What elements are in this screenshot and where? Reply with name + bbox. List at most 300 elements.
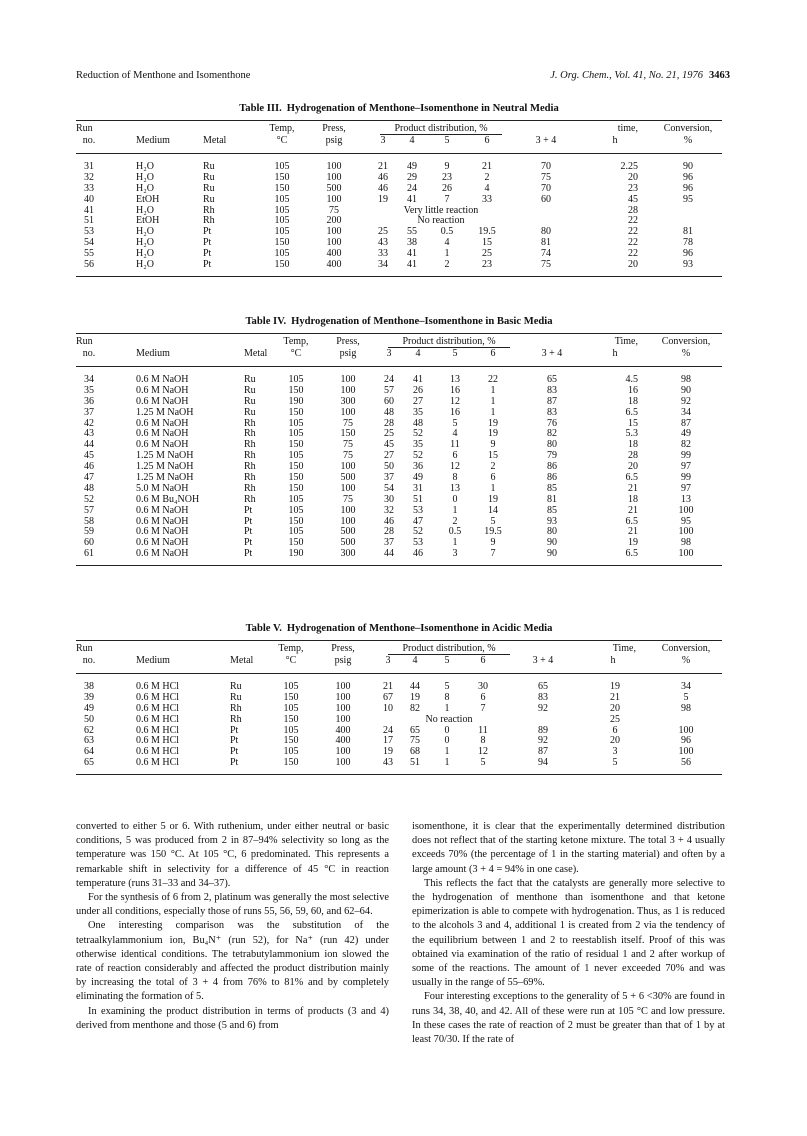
- cell-temp: 105: [283, 702, 299, 714]
- header-sum: 3 + 4: [532, 655, 554, 666]
- cell-sum: 70: [541, 161, 551, 172]
- table-title-text: Hydrogenation of Menthone–Isomenthone in Basic Media: [291, 316, 553, 327]
- cell-temp: 150: [288, 482, 304, 494]
- cell-p3: 67: [383, 691, 393, 703]
- cell-p5: 1: [452, 504, 458, 516]
- header-temp-unit: °C: [290, 348, 302, 359]
- cell-p5: 0: [444, 735, 450, 747]
- cell-sum: 81: [541, 237, 551, 249]
- cell-p4: 55: [407, 226, 417, 238]
- cell-p4: 19: [410, 691, 420, 703]
- cell-p3: 33: [378, 248, 388, 260]
- table-bottom-rule: [76, 774, 722, 775]
- cell-p6: 9: [490, 537, 496, 549]
- header-conversion-unit: %: [681, 655, 691, 666]
- cell-press: 100: [335, 713, 351, 725]
- cell-p6: 1: [490, 384, 496, 396]
- cell-metal: Ru: [244, 406, 256, 418]
- cell-p5: 7: [444, 193, 450, 205]
- cell-p5: 5: [452, 417, 458, 429]
- cell-medium: 0.6 M NaOH: [136, 439, 189, 451]
- cell-p5: 2: [444, 259, 450, 271]
- cell-temp: 105: [283, 746, 299, 758]
- cell-medium: 0.6 M NaOH: [136, 504, 189, 516]
- header-press-unit: psig: [325, 135, 343, 146]
- cell-p3: 25: [378, 226, 388, 238]
- cell-p5: 8: [452, 472, 458, 484]
- cell-temp: 105: [274, 215, 290, 227]
- cell-press: 100: [326, 161, 342, 172]
- cell-p4: 47: [413, 515, 423, 527]
- cell-conv: 98: [681, 374, 691, 385]
- cell-metal: Rh: [244, 493, 256, 505]
- cell-medium: 0.6 M NaOH: [136, 537, 189, 549]
- cell-metal: Ru: [230, 681, 242, 692]
- header-conversion-unit: %: [681, 348, 691, 359]
- cell-medium: H₂O: [136, 259, 154, 271]
- table-title-text: Hydrogenation of Menthone–Isomenthone in Neutral Media: [286, 103, 559, 114]
- cell-p6: 1: [490, 395, 496, 407]
- cell-conv: 100: [678, 504, 694, 516]
- cell-p6: 22: [488, 374, 498, 385]
- cell-run: 34: [84, 374, 94, 385]
- cell-time: 45: [628, 193, 638, 205]
- table-row: [76, 195, 722, 206]
- cell-metal: Rh: [244, 417, 256, 429]
- cell-p3: 19: [383, 746, 393, 758]
- cell-p4: 44: [410, 681, 420, 692]
- cell-temp: 150: [274, 237, 290, 249]
- table-header: [76, 334, 722, 364]
- header-time-unit: h: [612, 135, 618, 146]
- cell-p4: 75: [410, 735, 420, 747]
- cell-p3: 32: [384, 504, 394, 516]
- cell-sum: 89: [538, 724, 548, 736]
- table-header-rule: [76, 366, 722, 367]
- cell-time: 22: [628, 237, 638, 249]
- cell-metal: Ru: [203, 182, 215, 194]
- header-temp-unit: °C: [285, 655, 297, 666]
- cell-metal: Pt: [203, 226, 212, 238]
- cell-metal: Pt: [230, 724, 239, 736]
- cell-p3: 25: [384, 428, 394, 440]
- cell-p4: 49: [407, 161, 417, 172]
- header-press-unit: psig: [339, 348, 357, 359]
- cell-conv: 98: [681, 702, 691, 714]
- cell-time: 16: [628, 384, 638, 396]
- cell-press: 100: [335, 702, 351, 714]
- table-label: Table IV.: [245, 316, 287, 327]
- table-row: [76, 227, 722, 238]
- cell-time: 28: [628, 204, 638, 216]
- cell-time: 4.5: [625, 374, 638, 385]
- cell-p3: 21: [378, 161, 388, 172]
- cell-sum: 76: [547, 417, 557, 429]
- cell-metal: Ru: [244, 374, 256, 385]
- cell-sum: 75: [541, 259, 551, 271]
- cell-sum: 79: [547, 450, 557, 462]
- cell-metal: Rh: [244, 461, 256, 473]
- header-p4: 4: [415, 348, 421, 359]
- table-title: [76, 102, 722, 116]
- cell-time: 20: [610, 702, 620, 714]
- cell-p5: 13: [450, 374, 460, 385]
- cell-temp: 105: [274, 204, 290, 216]
- cell-run: 52: [84, 493, 94, 505]
- cell-run: 33: [84, 182, 94, 194]
- cell-temp: 150: [283, 691, 299, 703]
- cell-sum: 70: [541, 182, 551, 194]
- cell-p5: 6: [452, 450, 458, 462]
- cell-sum: 83: [547, 406, 557, 418]
- cell-medium: H₂O: [136, 226, 154, 238]
- cell-metal: Rh: [244, 428, 256, 440]
- cell-p4: 52: [413, 428, 423, 440]
- cell-sum: 86: [547, 461, 557, 473]
- header-press: Press,: [322, 123, 346, 134]
- cell-temp: 150: [288, 439, 304, 451]
- cell-temp: 105: [274, 161, 290, 172]
- header-p6: 6: [480, 655, 486, 666]
- cell-metal: Rh: [244, 439, 256, 451]
- header-temp: Temp,: [283, 336, 309, 347]
- table-bottom-rule: [76, 565, 722, 566]
- header-no: no.: [82, 348, 96, 359]
- cell-press: 100: [326, 171, 342, 183]
- cell-time: 19: [628, 537, 638, 549]
- cell-run: 46: [84, 461, 94, 473]
- cell-conv: 34: [681, 681, 691, 692]
- header-temp-unit: °C: [276, 135, 288, 146]
- cell-press: 200: [326, 215, 342, 227]
- cell-p5: 1: [444, 248, 450, 260]
- cell-p4: 35: [413, 439, 423, 451]
- cell-sum: 80: [547, 526, 557, 538]
- cell-p6: 6: [480, 691, 486, 703]
- cell-sum: 85: [547, 482, 557, 494]
- cell-p5: 26: [442, 182, 452, 194]
- cell-p4: 46: [413, 548, 423, 560]
- header-run: Run: [76, 336, 93, 347]
- cell-run: 62: [84, 724, 94, 736]
- header-metal: Metal: [244, 348, 268, 359]
- cell-time: 20: [628, 171, 638, 183]
- table-title-text: Hydrogenation of Menthone–Isomenthone in Acidic Media: [286, 623, 553, 634]
- cell-temp: 150: [288, 515, 304, 527]
- cell-metal: Ru: [244, 384, 256, 396]
- cell-time: 22: [628, 226, 638, 238]
- cell-p4: 26: [413, 384, 423, 396]
- cell-p6: 23: [482, 259, 492, 271]
- cell-p6: 33: [482, 193, 492, 205]
- table-header-rule: [76, 673, 722, 674]
- header-press: Press,: [331, 643, 355, 654]
- cell-time: 20: [628, 461, 638, 473]
- header-product-distribution: Product distribution, %: [402, 336, 496, 347]
- cell-p5: 23: [442, 171, 452, 183]
- cell-p6: 6: [490, 472, 496, 484]
- cell-p5: 1: [444, 702, 450, 714]
- cell-conv: 99: [681, 450, 691, 462]
- cell-conv: 90: [683, 161, 693, 172]
- header-temp: Temp,: [278, 643, 304, 654]
- cell-press: 75: [343, 450, 353, 462]
- cell-run: 37: [84, 406, 94, 418]
- cell-p5: 1: [444, 746, 450, 758]
- cell-conv: 81: [683, 226, 693, 238]
- cell-run: 53: [84, 226, 94, 238]
- cell-p6: 9: [490, 439, 496, 451]
- cell-medium: 0.6 M Bu₄NOH: [136, 493, 200, 505]
- cell-p4: 41: [407, 193, 417, 205]
- cell-conv: 93: [683, 259, 693, 271]
- cell-time: 21: [628, 504, 638, 516]
- cell-time: 6.5: [625, 548, 638, 560]
- cell-p4: 35: [413, 406, 423, 418]
- cell-sum: 90: [547, 537, 557, 549]
- cell-p4: 68: [410, 746, 420, 758]
- cell-p5: 3: [452, 548, 458, 560]
- cell-press: 100: [326, 193, 342, 205]
- cell-p3: 48: [384, 406, 394, 418]
- header-conversion: Conversion,: [661, 336, 711, 347]
- cell-run: 45: [84, 450, 94, 462]
- cell-sum: 80: [547, 439, 557, 451]
- cell-p4: 65: [410, 724, 420, 736]
- cell-temp: 105: [274, 193, 290, 205]
- header-press: Press,: [336, 336, 360, 347]
- cell-time: 3: [612, 746, 618, 758]
- cell-p3: 50: [384, 461, 394, 473]
- cell-medium: 0.6 M NaOH: [136, 548, 189, 560]
- cell-metal: Pt: [244, 504, 253, 516]
- table-row: [76, 506, 722, 517]
- cell-temp: 105: [274, 248, 290, 260]
- cell-medium: 1.25 M NaOH: [136, 472, 194, 484]
- header-medium: Medium: [136, 348, 170, 359]
- table-body: [76, 682, 722, 769]
- cell-time: 6.5: [625, 472, 638, 484]
- table-row: [76, 549, 722, 560]
- cell-conv: 96: [683, 182, 693, 194]
- header-conversion: Conversion,: [661, 643, 711, 654]
- cell-run: 43: [84, 428, 94, 440]
- cell-time: 25: [610, 713, 620, 725]
- table-row: [76, 260, 722, 271]
- cell-conv: 97: [681, 461, 691, 473]
- table-header: [76, 121, 722, 151]
- cell-p3: 37: [384, 537, 394, 549]
- cell-conv: 34: [681, 406, 691, 418]
- cell-p6: 21: [482, 161, 492, 172]
- cell-conv: 95: [683, 193, 693, 205]
- cell-sum: 75: [541, 171, 551, 183]
- cell-press: 100: [335, 681, 351, 692]
- cell-temp: 190: [288, 395, 304, 407]
- cell-time: 21: [628, 482, 638, 494]
- cell-p4: 41: [407, 259, 417, 271]
- cell-metal: Rh: [230, 713, 242, 725]
- cell-temp: 105: [288, 504, 304, 516]
- cell-time: 20: [610, 735, 620, 747]
- cell-p5: 13: [450, 482, 460, 494]
- cell-p4: 27: [413, 395, 423, 407]
- page-number: 3463: [709, 70, 730, 81]
- cell-p6: 7: [490, 548, 496, 560]
- cell-p6: 8: [480, 735, 486, 747]
- table-row: [76, 238, 722, 249]
- cell-p4: 49: [413, 472, 423, 484]
- cell-conv: 5: [683, 691, 689, 703]
- cell-p4: 53: [413, 537, 423, 549]
- cell-p5: 4: [452, 428, 458, 440]
- table-label: Table V.: [245, 623, 282, 634]
- cell-medium: 0.6 M HCl: [136, 735, 180, 747]
- table-label: Table III.: [239, 103, 282, 114]
- cell-conv: 49: [681, 428, 691, 440]
- cell-temp: 105: [288, 417, 304, 429]
- cell-time: 21: [610, 691, 620, 703]
- cell-p3: 27: [384, 450, 394, 462]
- cell-metal: Rh: [230, 702, 242, 714]
- cell-run: 32: [84, 171, 94, 183]
- cell-medium: 0.6 M NaOH: [136, 417, 189, 429]
- header-sum: 3 + 4: [541, 348, 563, 359]
- table-5: [76, 622, 722, 775]
- cell-temp: 150: [283, 735, 299, 747]
- cell-p6: 25: [482, 248, 492, 260]
- cell-p5: 2: [452, 515, 458, 527]
- cell-press: 100: [326, 237, 342, 249]
- cell-p4: 52: [413, 450, 423, 462]
- table-row: [76, 758, 722, 769]
- table-row: [76, 206, 722, 217]
- cell-p6: 19: [488, 493, 498, 505]
- header-time: time,: [617, 123, 638, 134]
- cell-temp: 105: [274, 226, 290, 238]
- cell-time: 5.3: [625, 428, 638, 440]
- cell-medium: 0.6 M HCl: [136, 691, 180, 703]
- cell-medium: H₂O: [136, 161, 154, 172]
- cell-sum: 92: [538, 735, 548, 747]
- cell-medium: EtOH: [136, 215, 160, 227]
- table-row: [76, 408, 722, 419]
- cell-p3: 45: [384, 439, 394, 451]
- cell-run: 35: [84, 384, 94, 396]
- table-header-rule: [76, 153, 722, 154]
- header-conversion-unit: %: [683, 135, 693, 146]
- header-product-distribution: Product distribution, %: [394, 123, 488, 134]
- cell-press: 100: [340, 515, 356, 527]
- cell-p4: 29: [407, 171, 417, 183]
- cell-p6: 4: [484, 182, 490, 194]
- cell-time: 2.25: [620, 161, 638, 172]
- cell-sum: 80: [541, 226, 551, 238]
- cell-note: Very little reaction: [403, 204, 479, 216]
- cell-run: 40: [84, 193, 94, 205]
- cell-press: 500: [340, 526, 356, 538]
- cell-press: 500: [340, 472, 356, 484]
- cell-sum: 82: [547, 428, 557, 440]
- cell-medium: H₂O: [136, 182, 154, 194]
- cell-medium: H₂O: [136, 237, 154, 249]
- cell-metal: Pt: [230, 735, 239, 747]
- cell-temp: 105: [288, 374, 304, 385]
- cell-metal: Pt: [230, 746, 239, 758]
- cell-press: 500: [326, 182, 342, 194]
- header-p4: 4: [412, 655, 418, 666]
- header-time-unit: h: [612, 348, 618, 359]
- cell-temp: 150: [288, 384, 304, 396]
- table-row: [76, 173, 722, 184]
- cell-metal: Rh: [244, 482, 256, 494]
- cell-medium: H₂O: [136, 248, 154, 260]
- cell-p6: 5: [490, 515, 496, 527]
- cell-sum: 94: [538, 757, 548, 769]
- header-run: Run: [76, 643, 93, 654]
- cell-p3: 46: [378, 171, 388, 183]
- cell-sum: 90: [547, 548, 557, 560]
- body-paragraph: For the synthesis of 6 from 2, platinum was generally the most selective under all conditions, especially those of runs 55, 56, 59, 60, and 62–64.: [76, 892, 389, 918]
- cell-metal: Pt: [244, 526, 253, 538]
- cell-medium: 0.6 M HCl: [136, 681, 180, 692]
- cell-p3: 46: [378, 182, 388, 194]
- cell-p4: 41: [413, 374, 423, 385]
- header-sum: 3 + 4: [535, 135, 557, 146]
- header-time: Time,: [614, 336, 638, 347]
- cell-p5: 1: [452, 537, 458, 549]
- header-metal: Metal: [203, 135, 227, 146]
- table-3: [76, 102, 722, 277]
- cell-run: 49: [84, 702, 94, 714]
- cell-press: 300: [340, 548, 356, 560]
- cell-press: 400: [335, 724, 351, 736]
- cell-metal: Pt: [244, 537, 253, 549]
- cell-p6: 30: [478, 681, 488, 692]
- cell-press: 300: [340, 395, 356, 407]
- cell-p3: 60: [384, 395, 394, 407]
- cell-run: 31: [84, 161, 94, 172]
- cell-medium: H₂O: [136, 204, 154, 216]
- cell-press: 100: [340, 461, 356, 473]
- cell-p3: 24: [384, 374, 394, 385]
- header-time: Time,: [612, 643, 636, 654]
- body-paragraph: This reflects the fact that the catalysts are generally more selective to the hydrogenation of menthone than isomenthone and that ketone epimerization is able to compete with hydrogenation. Thus, as 1 is reduced to the alcohols 3 and 4, additional 1 is created from 2 via the tendency of the equilibrium between 1 and 2 to reestablish itself. Proof of this was obtained via examination of the ratio of residual 1 and 2 after workup of some of the reactions. The amount of 1 never exceeded 70% and was usually in the range of 55–69%.: [412, 877, 725, 989]
- cell-p6: 1: [490, 482, 496, 494]
- cell-run: 47: [84, 472, 94, 484]
- cell-press: 100: [326, 226, 342, 238]
- cell-medium: 5.0 M NaOH: [136, 482, 189, 494]
- cell-p4: 38: [407, 237, 417, 249]
- cell-press: 100: [340, 504, 356, 516]
- cell-metal: Ru: [203, 193, 215, 205]
- header-p6: 6: [484, 135, 490, 146]
- cell-p3: 28: [384, 526, 394, 538]
- cell-p3: 28: [384, 417, 394, 429]
- cell-p4: 41: [407, 248, 417, 260]
- cell-time: 21: [628, 526, 638, 538]
- running-head-title: Reduction of Menthone and Isomenthone: [76, 70, 251, 81]
- header-p6: 6: [490, 348, 496, 359]
- body-paragraph: converted to either 5 or 6. With ruthenium, under either neutral or basic conditions, 5 was produced from 2 in 87–94% selectivity so long as the temperature was 150 °C. At 105 °C, 6 predominated. This represents a remarkable shift in selectivity for a difference of 45 °C in reaction temperature (runs 31–33 and 34–37).: [76, 821, 389, 889]
- cell-temp: 105: [288, 450, 304, 462]
- cell-medium: 0.6 M NaOH: [136, 526, 189, 538]
- cell-p6: 14: [488, 504, 498, 516]
- cell-temp: 150: [283, 757, 299, 769]
- journal-citation: J. Org. Chem., Vol. 41, No. 21, 1976: [550, 70, 703, 81]
- body-column-right: [412, 820, 725, 1047]
- cell-conv: 100: [678, 548, 694, 560]
